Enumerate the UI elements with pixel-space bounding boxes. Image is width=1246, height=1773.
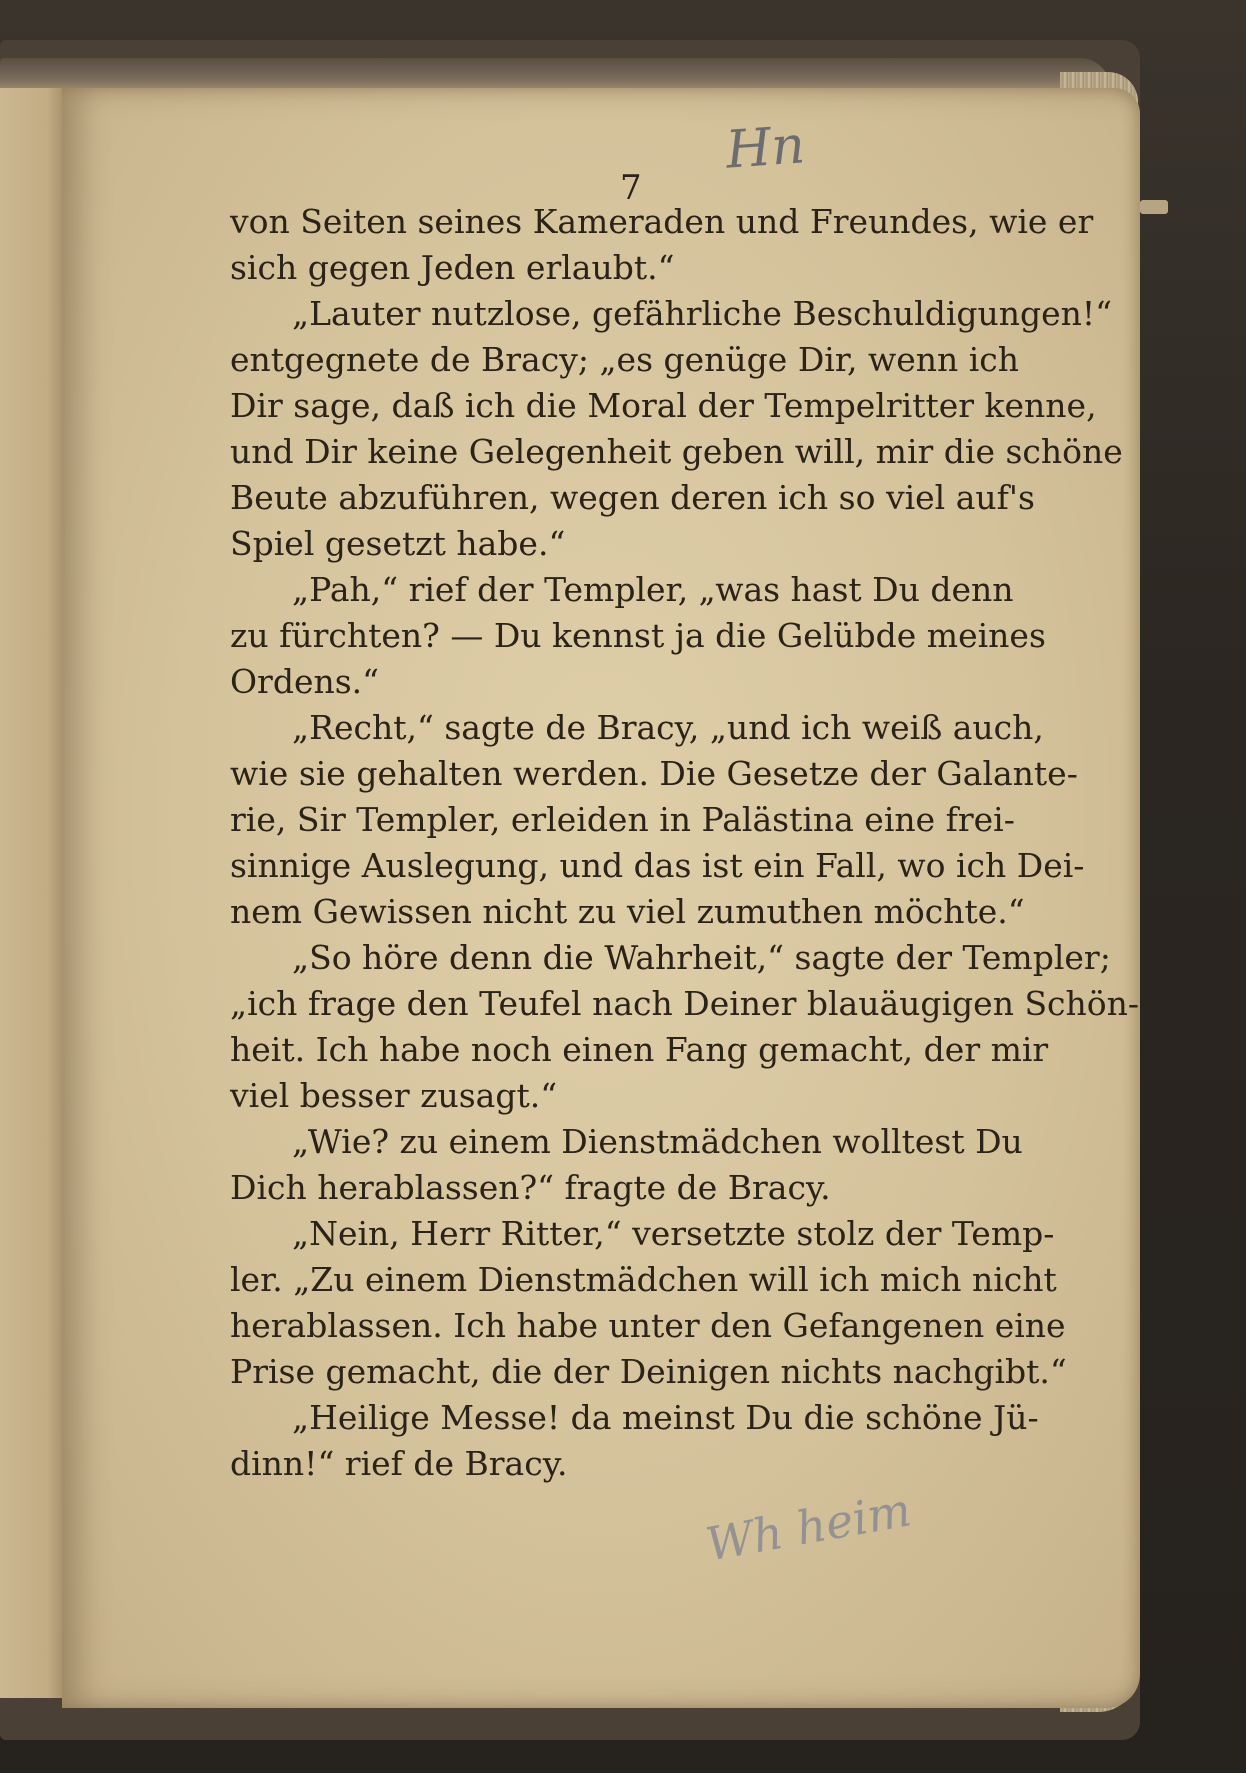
text-line: von Seiten seines Kameraden und Freundes, wie er	[230, 202, 1094, 241]
text-line: dinn!“ rief de Bracy.	[230, 1444, 568, 1483]
text-line: Beute abzuführen, wegen deren ich so viel auf's	[230, 478, 1035, 517]
text-line: „Nein, Herr Ritter,“ versetzte stolz der Temp-	[292, 1214, 1055, 1253]
facing-page-edge	[0, 88, 68, 1698]
handwritten-annotation-bottom: Wh heim	[701, 1482, 915, 1572]
text-line: „ich frage den Teufel nach Deiner blauäugigen Schön-	[230, 984, 1140, 1023]
text-line: Prise gemacht, die der Deinigen nichts nachgibt.“	[230, 1352, 1067, 1391]
text-line: Spiel gesetzt habe.“	[230, 524, 566, 563]
text-line: „Lauter nutzlose, gefährliche Beschuldigungen!“	[292, 294, 1113, 333]
text-line: entgegnete de Bracy; „es genüge Dir, wenn ich	[230, 340, 1020, 379]
text-line: heit. Ich habe noch einen Fang gemacht, der mir	[230, 1030, 1049, 1069]
text-line: sinnige Auslegung, und das ist ein Fall, wo ich Dei-	[230, 846, 1085, 885]
text-line: „So höre denn die Wahrheit,“ sagte der Templer;	[292, 938, 1111, 977]
text-line: rie, Sir Templer, erleiden in Palästina eine frei-	[230, 800, 1015, 839]
text-line: „Heilige Messe! da meinst Du die schöne Jü-	[292, 1398, 1039, 1437]
text-line: Dir sage, daß ich die Moral der Tempelritter kenne,	[230, 386, 1097, 425]
text-line: zu fürchten? — Du kennst ja die Gelübde meines	[230, 616, 1046, 655]
page-number: 7	[620, 168, 642, 208]
text-line: sich gegen Jeden erlaubt.“	[230, 248, 675, 287]
text-line: Dich herablassen?“ fragte de Bracy.	[230, 1168, 831, 1207]
text-line: viel besser zusagt.“	[230, 1076, 558, 1115]
text-line: herablassen. Ich habe unter den Gefangenen eine	[230, 1306, 1066, 1345]
text-line: „Pah,“ rief der Templer, „was hast Du denn	[292, 570, 1014, 609]
text-line: „Wie? zu einem Dienstmädchen wolltest Du	[292, 1122, 1023, 1161]
text-line: nem Gewissen nicht zu viel zumuthen möchte.“	[230, 892, 1025, 931]
page-tab	[1140, 200, 1168, 214]
text-line: wie sie gehalten werden. Die Gesetze der Galante-	[230, 754, 1078, 793]
text-line: „Recht,“ sagte de Bracy, „und ich weiß auch,	[292, 708, 1044, 747]
text-line: ler. „Zu einem Dienstmädchen will ich mich nicht	[230, 1260, 1057, 1299]
text-line: Ordens.“	[230, 662, 380, 701]
handwritten-annotation-top: Hn	[724, 115, 807, 181]
text-line: und Dir keine Gelegenheit geben will, mir die schöne	[230, 432, 1123, 471]
